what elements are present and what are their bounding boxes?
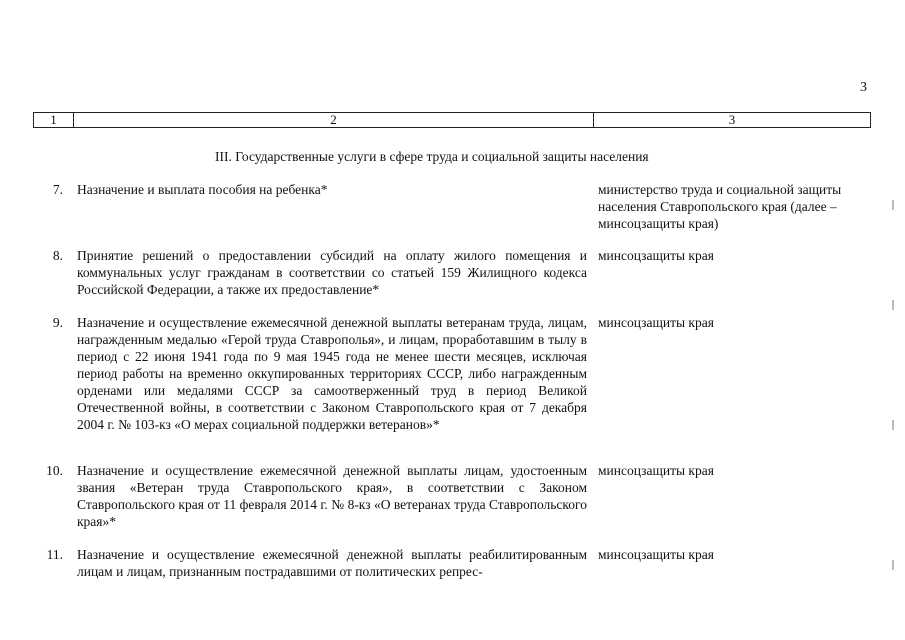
scan-margin-mark [892,420,894,430]
row-description: Назначение и осуществление ежемесячной денежной выплаты лицам, удостоенным звания «Ветеран труда Ставропольского края», в соответствии с Законом Ставропольского края от 11 февраля 2014 г. № 8-кз «О ветеранах труда Ставропольского края»* [77,463,587,529]
column-header-3: 3 [728,112,736,127]
row-agency: минсоцзащиты края [598,315,714,330]
row-number: 7. [52,182,63,197]
row-number: 8. [52,248,63,263]
row-description: Принятие решений о предоставлении субсидий на оплату жилого помещения и коммунальных услуг гражданам в соответствии со статьей 159 Жилищного кодекса Российской Федерации, а также их предоставление* [77,248,587,297]
row-number: 9. [52,315,63,330]
row-agency: минсоцзащиты края [598,463,714,478]
column-header-1: 1 [34,113,74,127]
column-header-2: 2 [74,113,594,127]
section-title: III. Государственные услуги в сфере труда и социальной защиты населения [215,149,649,164]
scan-margin-mark [892,200,894,210]
row-number: 10. [46,463,63,478]
row-description: Назначение и осуществление ежемесячной денежной выплаты ветеранам труда, лицам, награжденным медалью «Герой труда Ставрополья», и лицам, проработавшим в тылу в период с 22 июня 1941 года по 9 мая 1945 года не менее шести месяцев, исключая период работы на временно оккупированных территориях СССР, либо награжденным орденами или медалями СССР за самоотверженный труд в период Великой Отечественной войны, в соответствии с Законом Ставропольского края от 7 декабря 2004 г. № 103-кз «О мерах социальной поддержки ветеранов»* [77,315,587,432]
row-agency: минсоцзащиты края [598,248,714,263]
row-agency: министерство труда и социальной защиты населения Ставропольского края (далее – минсоцзащиты края) [598,182,842,231]
scan-margin-mark [892,560,894,570]
row-agency: минсоцзащиты края [598,547,714,562]
table-column-header [33,112,871,128]
row-number: 11. [46,547,63,562]
page-number: 3 [860,80,867,95]
scan-margin-mark [892,300,894,310]
row-description: Назначение и осуществление ежемесячной денежной выплаты реабилитированным лицам и лицам, признанным пострадавшими от политических репрес- [77,547,587,579]
row-description: Назначение и выплата пособия на ребенка* [77,182,328,197]
